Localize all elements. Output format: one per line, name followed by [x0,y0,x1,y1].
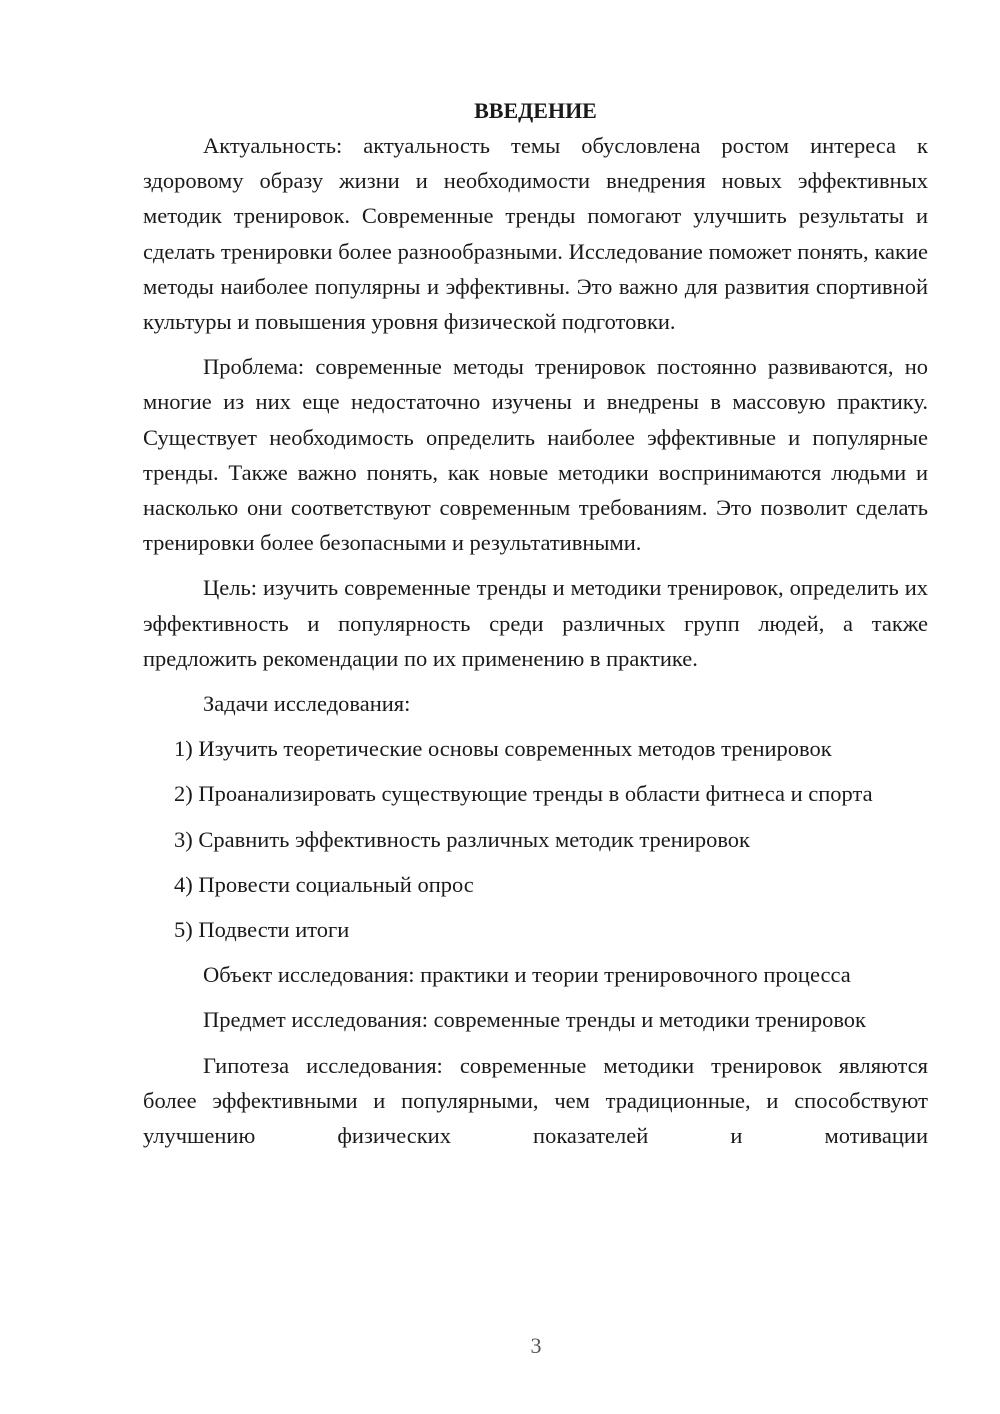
section-heading: ВВЕДЕНИЕ [474,98,597,123]
subject-paragraph: Предмет исследования: современные тренды и методики тренировок [203,1007,866,1033]
task-item: 2) Проанализировать существующие тренды в области фитнеса и спорта [174,781,873,807]
task-item: 5) Подвести итоги [174,917,350,943]
task-item: 3) Сравнить эффективность различных методик тренировок [174,826,750,852]
task-item: 4) Провести социальный опрос [174,871,474,897]
tasks-title: Задачи исследования: [203,691,411,717]
goal-paragraph: Цель: изучить современные тренды и методики тренировок, определить их эффективность и популярность среди различных групп людей, а также предложить рекомендации по их применению в практике. [143,575,928,671]
problem-paragraph: Проблема: современные методы тренировок постоянно развиваются, но многие из них еще недостаточно изучены и внедрены в массовую практику. Существует необходимость определить наиболее эффективные и популярные тренды. Также важно понять, как новые методики воспринимаются людьми и насколько они соответствуют современным требованиям. Это позволит сделать тренировки более безопасными и результативными. [143,354,928,556]
task-item: 1) Изучить теоретические основы современных методов тренировок [174,736,832,762]
hypothesis-paragraph: Гипотеза исследования: современные методики тренировок являются более эффективными и популярными, чем традиционные, и способствуют улучшению физических показателей и мотивации [143,1052,928,1149]
object-paragraph: Объект исследования: практики и теории тренировочного процесса [203,962,851,988]
page-content [143,93,928,1153]
page-number: 3 [530,1333,542,1358]
relevance-paragraph: Актуальность: актуальность темы обусловлена ростом интереса к здоровому образу жизни и необходимости внедрения новых эффективных методик тренировок. Современные тренды помогают улучшить результаты и сделать тренировки более разнообразными. Исследование поможет понять, какие методы наиболее популярны и эффективны. Это важно для развития спортивной культуры и повышения уровня физической подготовки. [143,133,928,335]
